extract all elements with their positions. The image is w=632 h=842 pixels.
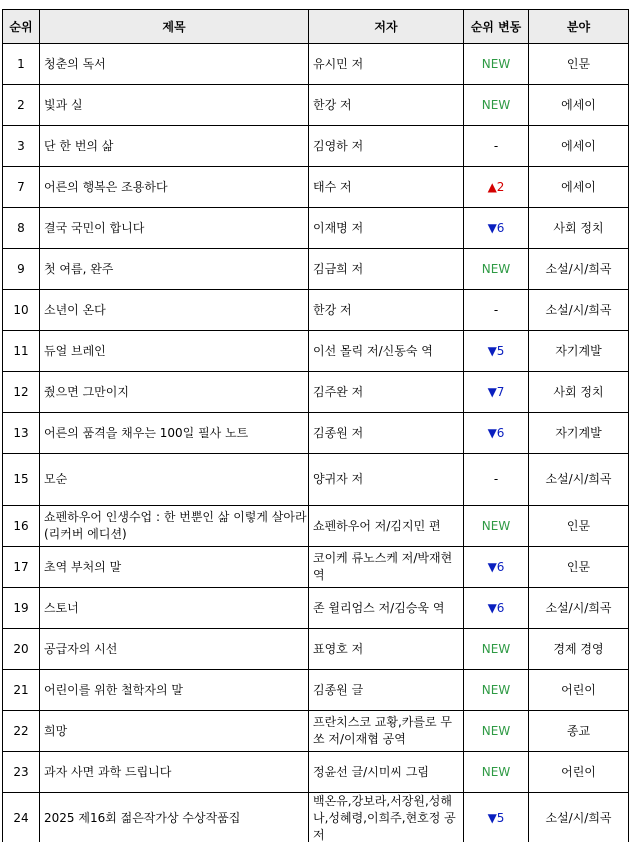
author-cell: 이선 몰릭 저/신동숙 역 xyxy=(309,331,464,372)
rank-change-cell: NEW xyxy=(464,670,529,711)
rank-cell: 2 xyxy=(3,85,40,126)
rank-cell: 20 xyxy=(3,629,40,670)
rank-cell: 22 xyxy=(3,711,40,752)
title-cell: 2025 제16회 젊은작가상 수상작품집 xyxy=(40,793,309,842)
rank-change-cell: ▼6 xyxy=(464,547,529,588)
genre-cell: 에세이 xyxy=(529,85,629,126)
genre-cell: 인문 xyxy=(529,44,629,85)
title-cell: 어른의 행복은 조용하다 xyxy=(40,167,309,208)
rank-change-cell: NEW xyxy=(464,629,529,670)
author-cell: 한강 저 xyxy=(309,85,464,126)
table-row xyxy=(3,85,629,126)
table-row xyxy=(3,167,629,208)
rank-change-cell: ▼5 xyxy=(464,793,529,842)
author-cell: 김종원 글 xyxy=(309,670,464,711)
genre-cell: 인문 xyxy=(529,547,629,588)
table-row xyxy=(3,44,629,85)
author-cell: 정윤선 글/시미씨 그림 xyxy=(309,752,464,793)
table-row xyxy=(3,413,629,454)
author-cell: 태수 저 xyxy=(309,167,464,208)
header-author: 저자 xyxy=(309,10,464,44)
author-cell: 한강 저 xyxy=(309,290,464,331)
bestseller-table xyxy=(2,9,629,842)
title-cell: 희망 xyxy=(40,711,309,752)
rank-cell: 23 xyxy=(3,752,40,793)
rank-change-cell: NEW xyxy=(464,249,529,290)
rank-change-cell: NEW xyxy=(464,752,529,793)
rank-cell: 16 xyxy=(3,506,40,547)
title-cell: 결국 국민이 합니다 xyxy=(40,208,309,249)
genre-cell: 소설/시/희곡 xyxy=(529,290,629,331)
table-row xyxy=(3,752,629,793)
rank-cell: 10 xyxy=(3,290,40,331)
rank-cell: 17 xyxy=(3,547,40,588)
author-cell: 표영호 저 xyxy=(309,629,464,670)
title-cell: 초역 부처의 말 xyxy=(40,547,309,588)
genre-cell: 소설/시/희곡 xyxy=(529,454,629,506)
header-rank-change: 순위 변동 xyxy=(464,10,529,44)
table-row xyxy=(3,454,629,506)
rank-cell: 9 xyxy=(3,249,40,290)
rank-change-cell: ▼7 xyxy=(464,372,529,413)
rank-change-cell: ▲2 xyxy=(464,167,529,208)
title-cell: 어린이를 위한 철학자의 말 xyxy=(40,670,309,711)
table-row xyxy=(3,208,629,249)
author-cell: 코이케 류노스케 저/박재현 역 xyxy=(309,547,464,588)
table-row xyxy=(3,711,629,752)
genre-cell: 소설/시/희곡 xyxy=(529,588,629,629)
rank-cell: 11 xyxy=(3,331,40,372)
title-cell: 쇼펜하우어 인생수업 : 한 번뿐인 삶 이렇게 살아라 (리커버 에디션) xyxy=(40,506,309,547)
table-row xyxy=(3,331,629,372)
genre-cell: 사회 정치 xyxy=(529,208,629,249)
rank-change-cell: ▼6 xyxy=(464,588,529,629)
table-row xyxy=(3,629,629,670)
title-cell: 빛과 실 xyxy=(40,85,309,126)
rank-change-cell: ▼6 xyxy=(464,413,529,454)
title-cell: 소년이 온다 xyxy=(40,290,309,331)
genre-cell: 자기계발 xyxy=(529,331,629,372)
table-header-row xyxy=(3,10,629,44)
title-cell: 듀얼 브레인 xyxy=(40,331,309,372)
rank-cell: 1 xyxy=(3,44,40,85)
rank-change-cell: NEW xyxy=(464,85,529,126)
genre-cell: 사회 정치 xyxy=(529,372,629,413)
author-cell: 프란치스코 교황,카를로 무쏘 저/이재협 공역 xyxy=(309,711,464,752)
rank-change-cell: - xyxy=(464,454,529,506)
author-cell: 백온유,강보라,서장원,성해나,성혜령,이희주,현호정 공저 xyxy=(309,793,464,842)
table-row xyxy=(3,670,629,711)
author-cell: 김금희 저 xyxy=(309,249,464,290)
header-rank: 순위 xyxy=(3,10,40,44)
title-cell: 단 한 번의 삶 xyxy=(40,126,309,167)
header-genre: 분야 xyxy=(529,10,629,44)
author-cell: 이재명 저 xyxy=(309,208,464,249)
header-title: 제목 xyxy=(40,10,309,44)
genre-cell: 소설/시/희곡 xyxy=(529,793,629,842)
author-cell: 양귀자 저 xyxy=(309,454,464,506)
genre-cell: 인문 xyxy=(529,506,629,547)
rank-change-cell: ▼5 xyxy=(464,331,529,372)
rank-cell: 21 xyxy=(3,670,40,711)
title-cell: 줬으면 그만이지 xyxy=(40,372,309,413)
rank-cell: 19 xyxy=(3,588,40,629)
author-cell: 쇼펜하우어 저/김지민 편 xyxy=(309,506,464,547)
genre-cell: 소설/시/희곡 xyxy=(529,249,629,290)
title-cell: 모순 xyxy=(40,454,309,506)
rank-cell: 3 xyxy=(3,126,40,167)
table-body xyxy=(3,44,629,842)
rank-cell: 24 xyxy=(3,793,40,842)
author-cell: 김주완 저 xyxy=(309,372,464,413)
title-cell: 청춘의 독서 xyxy=(40,44,309,85)
rank-cell: 8 xyxy=(3,208,40,249)
rank-change-cell: NEW xyxy=(464,44,529,85)
rank-change-cell: - xyxy=(464,290,529,331)
genre-cell: 에세이 xyxy=(529,167,629,208)
table-row xyxy=(3,547,629,588)
rank-cell: 15 xyxy=(3,454,40,506)
genre-cell: 경제 경영 xyxy=(529,629,629,670)
rank-change-cell: NEW xyxy=(464,506,529,547)
author-cell: 유시민 저 xyxy=(309,44,464,85)
table-row xyxy=(3,372,629,413)
table-row xyxy=(3,249,629,290)
genre-cell: 에세이 xyxy=(529,126,629,167)
rank-cell: 7 xyxy=(3,167,40,208)
table-row xyxy=(3,126,629,167)
author-cell: 김종원 저 xyxy=(309,413,464,454)
author-cell: 존 윌리엄스 저/김승욱 역 xyxy=(309,588,464,629)
title-cell: 스토너 xyxy=(40,588,309,629)
table-row xyxy=(3,506,629,547)
rank-cell: 13 xyxy=(3,413,40,454)
author-cell: 김영하 저 xyxy=(309,126,464,167)
title-cell: 과자 사면 과학 드립니다 xyxy=(40,752,309,793)
title-cell: 첫 여름, 완주 xyxy=(40,249,309,290)
title-cell: 공급자의 시선 xyxy=(40,629,309,670)
genre-cell: 종교 xyxy=(529,711,629,752)
rank-change-cell: NEW xyxy=(464,711,529,752)
rank-change-cell: ▼6 xyxy=(464,208,529,249)
rank-change-cell: - xyxy=(464,126,529,167)
table-row xyxy=(3,793,629,842)
genre-cell: 어린이 xyxy=(529,752,629,793)
genre-cell: 자기계발 xyxy=(529,413,629,454)
table-row xyxy=(3,588,629,629)
table-row xyxy=(3,290,629,331)
title-cell: 어른의 품격을 채우는 100일 필사 노트 xyxy=(40,413,309,454)
rank-cell: 12 xyxy=(3,372,40,413)
genre-cell: 어린이 xyxy=(529,670,629,711)
